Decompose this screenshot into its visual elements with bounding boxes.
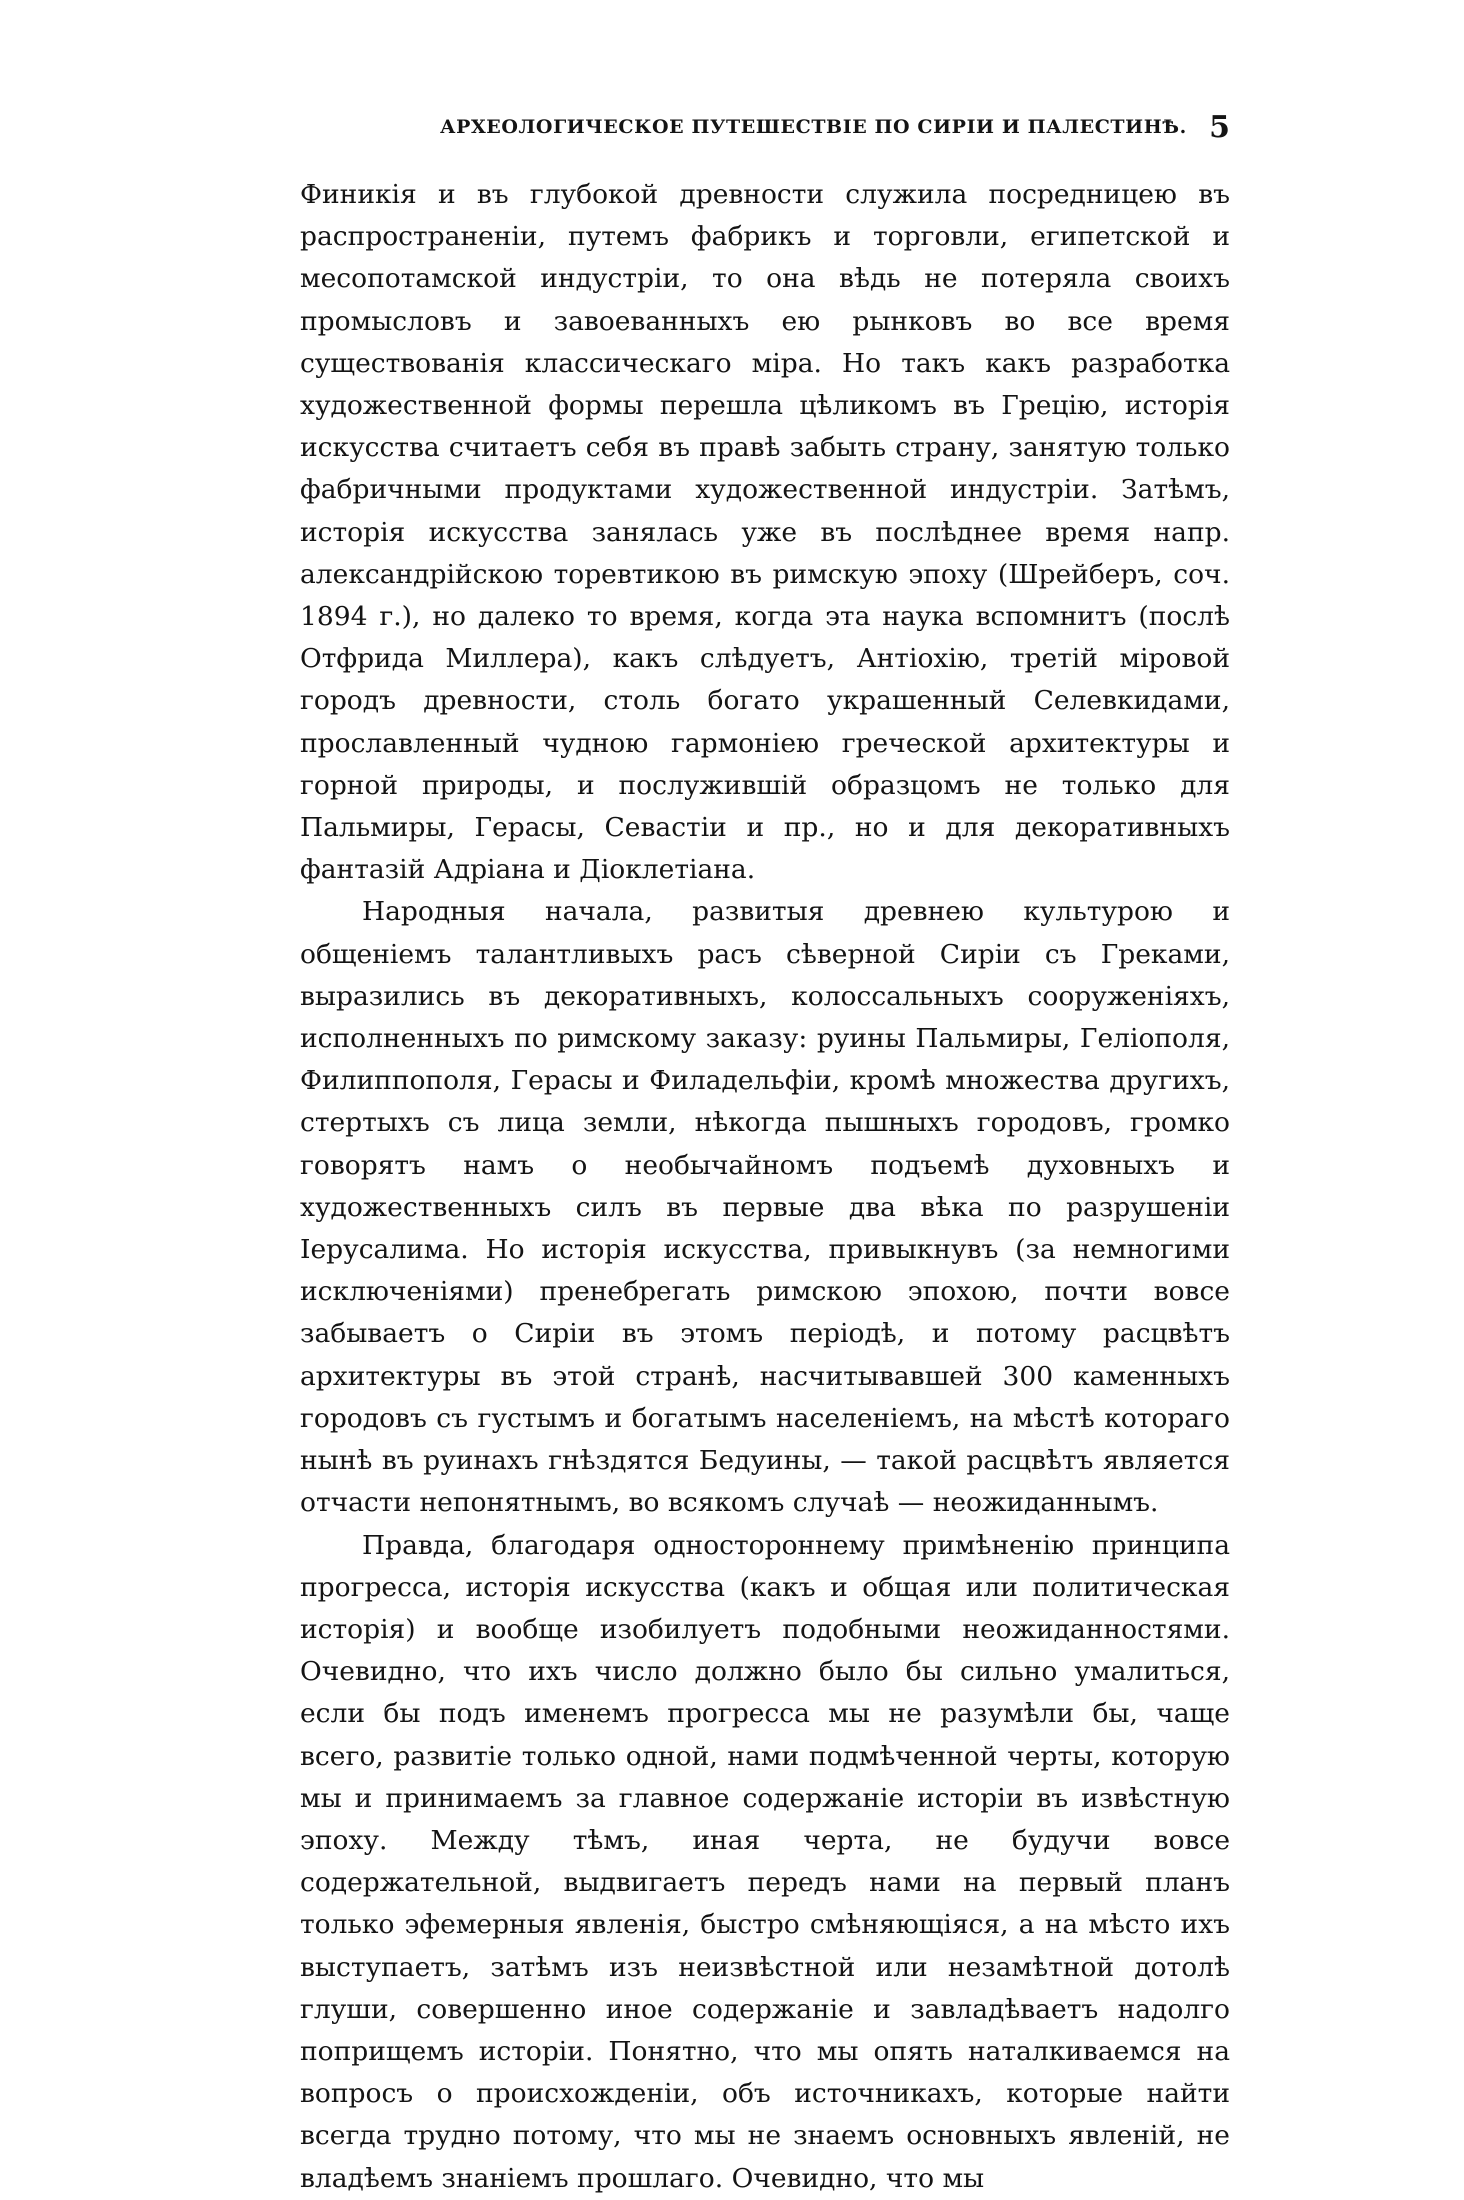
paragraph-3: Правда, благодаря одностороннему примѣненію принципа прогресса, исторія искусства (какъ и общая или политическая исторія) и вообще изобилуетъ подобными неожиданностями. Очевидно, что ихъ число должно было бы сильно умалиться, если бы подъ именемъ прогресса мы не разумѣли бы, чаще всего, развитіе только одной, нами подмѣченной черты, которую мы и принимаемъ за главное содержаніе исторіи въ извѣстную эпоху. Между тѣмъ, иная черта, не будучи вовсе содержательной, выдвигаетъ передъ нами на первый планъ только эфемерныя явленія, быстро смѣняющіяся, а на мѣсто ихъ выступаетъ, затѣмъ изъ неизвѣстной или незамѣтной дотолѣ глуши, совершенно иное содержаніе и завладѣваетъ надолго поприщемъ исторіи. Понятно, что мы опять наталкиваемся на вопросъ о происхожденіи, объ источникахъ, которые найти всегда трудно потому, что мы не знаемъ основныхъ явленій, не владѣемъ знаніемъ прошлаго. Очевидно, что мы [300, 1529, 1230, 2194]
text-body [300, 174, 1230, 2200]
running-title: АРХЕОЛОГИЧЕСКОЕ ПУТЕШЕСТВІЕ ПО СИРІИ И ПАЛЕСТИНѢ. [440, 116, 1187, 138]
running-head [300, 110, 1230, 154]
paragraph-2: Народныя начала, развитыя древнею культурою и общеніемъ талантливыхъ расъ сѣверной Сиріи съ Греками, выразились въ декоративныхъ, колоссальныхъ сооруженіяхъ, исполненныхъ по римскому заказу: руины Пальмиры, Геліополя, Филиппополя, Герасы и Филадельфіи, кромѣ множества другихъ, стертыхъ съ лица земли, нѣкогда пышныхъ городовъ, громко говорятъ намъ о необычайномъ подъемѣ духовныхъ и художественныхъ силъ въ первые два вѣка по разрушеніи Іерусалима. Но исторія искусства, привыкнувъ (за немногими исключеніями) пренебрегать римскою эпохою, почти вовсе забываетъ о Сиріи въ этомъ періодѣ, и потому расцвѣтъ архитектуры въ этой странѣ, насчитывавшей 300 каменныхъ городовъ съ густымъ и богатымъ населеніемъ, на мѣстѣ котораго нынѣ въ руинахъ гнѣздятся Бедуины, — такой расцвѣтъ является отчасти непонятнымъ, во всякомъ случаѣ — неожиданнымъ. [300, 896, 1230, 1519]
paragraph-1: Финикія и въ глубокой древности служила посредницею въ распространеніи, путемъ фабрикъ и торговли, египетской и месопотамской индустріи, то она вѣдь не потеряла своихъ промысловъ и завоеванныхъ ею рынковъ во все время существованія классическаго міра. Но такъ какъ разработка художественной формы перешла цѣликомъ въ Грецію, исторія искусства считаетъ себя въ правѣ забыть страну, занятую только фабричными продуктами художественной индустріи. Затѣмъ, исторія искусства занялась уже въ послѣднее время напр. александрійскою торевтикою въ римскую эпоху (Шрейберъ, соч. 1894 г.), но далеко то время, когда эта наука вспомнитъ (послѣ Отфрида Миллера), какъ слѣдуетъ, Антіохію, третій міровой городъ древности, столь богато украшенный Селевкидами, прославленный чудною гармоніею греческой архитектуры и горной природы, и послужившій образцомъ не только для Пальмиры, Герасы, Севастіи и пр., но и для декоративныхъ фантазій Адріана и Діоклетіана. [300, 179, 1230, 886]
book-page [300, 110, 1230, 2194]
page-number: 5 [1209, 110, 1230, 145]
